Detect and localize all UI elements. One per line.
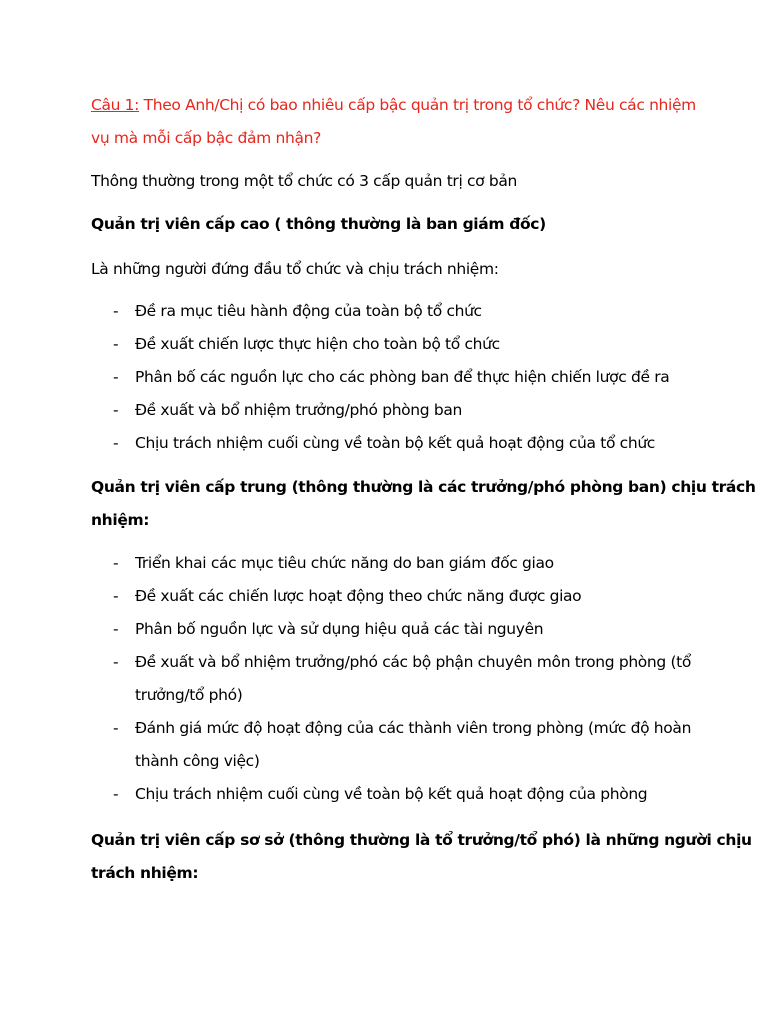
- bullet-dash: -: [113, 335, 119, 353]
- top-level-heading: Quản trị viên cấp cao ( thông thường là ban giám đốc): [91, 215, 546, 233]
- bullet-dash: -: [113, 401, 119, 419]
- top-level-lead: Là những người đứng đầu tổ chức và chịu trách nhiệm:: [91, 260, 499, 278]
- list-item-text: Triển khai các mục tiêu chức năng do ban giám đốc giao: [135, 554, 554, 572]
- question-label: Câu 1:: [91, 96, 140, 114]
- bullet-dash: -: [113, 653, 119, 671]
- middle-level-heading-line-2: nhiệm:: [91, 511, 150, 529]
- list-item: [113, 613, 691, 646]
- bullet-dash: -: [113, 434, 119, 452]
- list-item-text: Đề xuất chiến lược thực hiện cho toàn bộ tổ chức: [135, 335, 500, 353]
- list-item-text: Đánh giá mức độ hoạt động của các thành viên trong phòng (mức độ hoàn: [135, 719, 692, 737]
- intro-paragraph: Thông thường trong một tổ chức có 3 cấp quản trị cơ bản: [91, 172, 517, 190]
- list-item-text: Đề ra mục tiêu hành động của toàn bộ tổ chức: [135, 302, 482, 320]
- list-item-text: Đề xuất và bổ nhiệm trưởng/phó phòng ban: [135, 401, 462, 419]
- bullet-dash: -: [113, 785, 119, 803]
- list-item: [113, 394, 669, 427]
- base-level-heading-line-1: Quản trị viên cấp sơ sở (thông thường là tổ trưởng/tổ phó) là những người chịu: [91, 831, 752, 849]
- base-level-heading: [91, 824, 752, 890]
- list-item-text: Phân bố nguồn lực và sử dụng hiệu quả các tài nguyên: [135, 620, 544, 638]
- list-item-text: Chịu trách nhiệm cuối cùng về toàn bộ kết quả hoạt động của phòng: [135, 785, 648, 803]
- bullet-dash: -: [113, 368, 119, 386]
- middle-level-heading-line-1: Quản trị viên cấp trung (thông thường là các trưởng/phó phòng ban) chịu trách: [91, 478, 756, 496]
- middle-level-duties-list: [113, 547, 691, 811]
- base-level-heading-line-2: trách nhiệm:: [91, 864, 199, 882]
- question-text-1: Theo Anh/Chị có bao nhiêu cấp bậc quản trị trong tổ chức? Nêu các nhiệm: [139, 96, 696, 114]
- top-level-duties-list: [113, 295, 669, 460]
- bullet-dash: -: [113, 554, 119, 572]
- list-item: [113, 712, 691, 778]
- middle-level-heading: [91, 471, 756, 537]
- question-block: [91, 89, 696, 155]
- list-item-text: Phân bố các nguồn lực cho các phòng ban để thực hiện chiến lược đề ra: [135, 368, 670, 386]
- list-item: [113, 778, 691, 811]
- bullet-dash: -: [113, 587, 119, 605]
- list-item: [113, 328, 669, 361]
- list-item: [113, 547, 691, 580]
- question-line-1: [91, 89, 696, 122]
- bullet-dash: -: [113, 302, 119, 320]
- list-item-text-continued: thành công việc): [135, 752, 260, 770]
- list-item-text-continued: trưởng/tổ phó): [135, 686, 243, 704]
- bullet-dash: -: [113, 719, 119, 737]
- list-item: [113, 295, 669, 328]
- question-line-2: vụ mà mỗi cấp bậc đảm nhận?: [91, 129, 321, 147]
- list-item-text: Đề xuất các chiến lược hoạt động theo chức năng được giao: [135, 587, 582, 605]
- list-item: [113, 580, 691, 613]
- list-item-text: Đề xuất và bổ nhiệm trưởng/phó các bộ phận chuyên môn trong phòng (tổ: [135, 653, 692, 671]
- list-item: [113, 646, 691, 712]
- list-item: [113, 427, 669, 460]
- list-item-text: Chịu trách nhiệm cuối cùng về toàn bộ kết quả hoạt động của tổ chức: [135, 434, 655, 452]
- list-item: [113, 361, 669, 394]
- bullet-dash: -: [113, 620, 119, 638]
